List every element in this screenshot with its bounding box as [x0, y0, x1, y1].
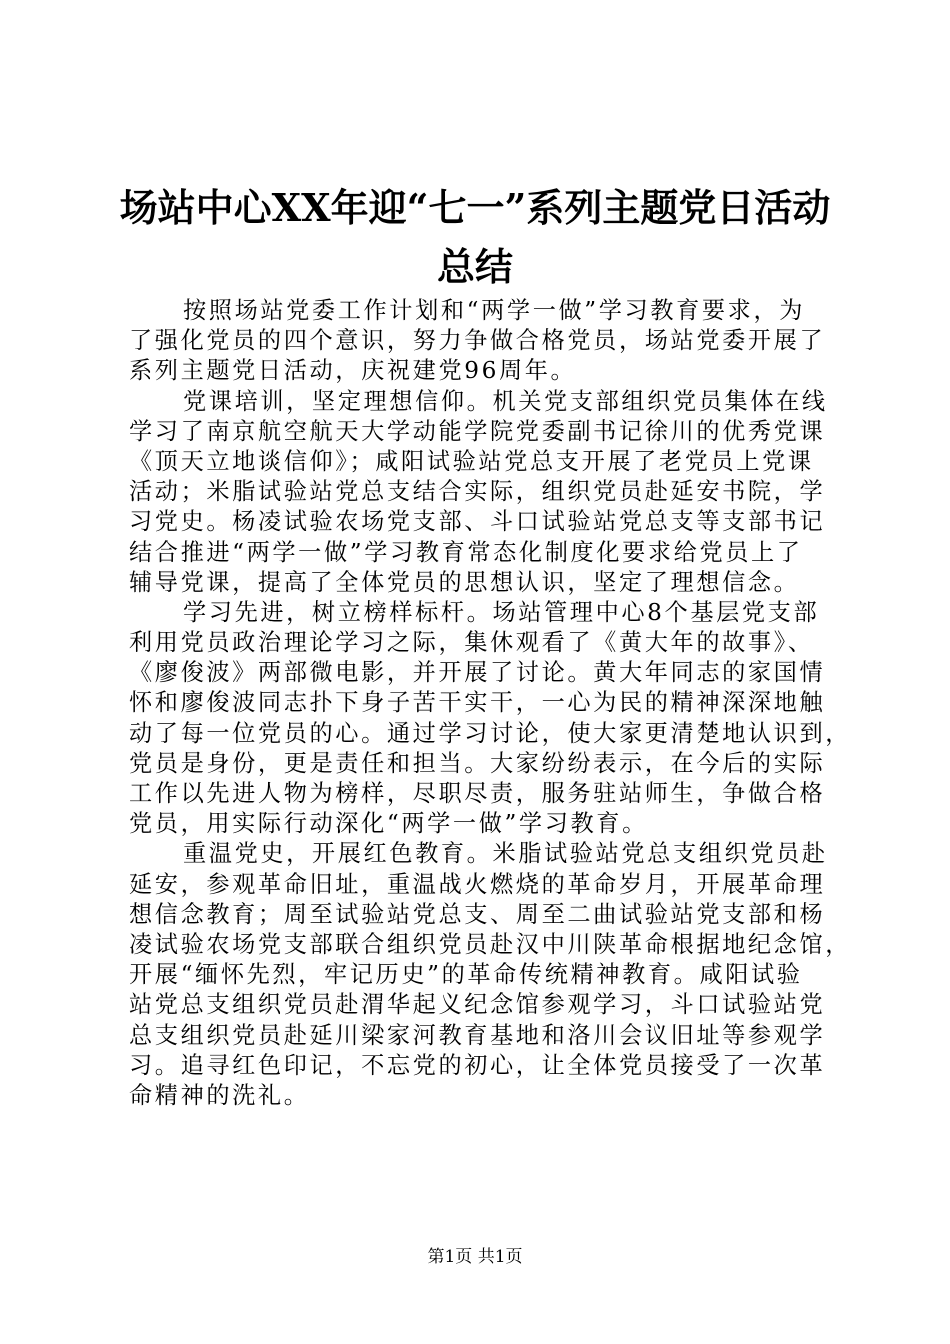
body-line: 党课培训，坚定理想信仰。机关党支部组织党员集体在线	[183, 387, 828, 415]
body-line: 延安，参观革命旧址，重温战火燃烧的革命岁月，开展革命理	[129, 870, 826, 898]
body-line: 党员是身份，更是责任和担当。大家纷纷表示，在今后的实际	[129, 749, 826, 777]
body-line: 命精神的洗礼。	[129, 1081, 310, 1109]
body-line: 学习先进，树立榜样标杆。场站管理中心8个基层党支部	[183, 598, 820, 626]
body-line: 凌试验农场党支部联合组织党员赴汉中川陕革命根据地纪念馆，	[129, 930, 852, 958]
body-line: 总支组织党员赴延川梁家河教育基地和洛川会议旧址等参观学	[129, 1021, 826, 1049]
body-line: 了强化党员的四个意识，努力争做合格党员，场站党委开展了	[129, 327, 826, 355]
body-line: 习。追寻红色印记，不忘党的初心，让全体党员接受了一次革	[129, 1051, 826, 1079]
body-line: 《廖俊波》两部微电影，并开展了讨论。黄大年同志的家国情	[129, 659, 826, 687]
body-line: 辅导党课，提高了全体党员的思想认识，坚定了理想信念。	[129, 568, 800, 596]
body-line: 重温党史，开展红色教育。米脂试验站党总支组织党员赴	[183, 840, 828, 868]
body-line: 系列主题党日活动，庆祝建党96周年。	[129, 357, 577, 385]
body-line: 结合推进“两学一做”学习教育常态化制度化要求给党员上了	[129, 538, 803, 566]
body-line: 《顶天立地谈信仰》；咸阳试验站党总支开展了老党员上党课	[129, 447, 814, 475]
body-line: 党员，用实际行动深化“两学一做”学习教育。	[129, 810, 648, 838]
document-title-line-1: 场站中心XX年迎“七一”系列主题党日活动	[119, 185, 831, 230]
body-line: 站党总支组织党员赴渭华起义纪念馆参观学习，斗口试验站党	[129, 991, 826, 1019]
body-line: 怀和廖俊波同志扑下身子苦干实干，一心为民的精神深深地触	[129, 689, 826, 717]
body-line: 开展“缅怀先烈，牢记历史”的革命传统精神教育。咸阳试验	[129, 961, 803, 989]
page-footer: 第1页 共1页	[427, 1247, 523, 1267]
body-line: 按照场站党委工作计划和“两学一做”学习教育要求，为	[183, 297, 806, 324]
body-line: 利用党员政治理论学习之际，集休观看了《黄大年的故事》、	[129, 629, 814, 657]
body-line: 习党史。杨凌试验农场党支部、斗口试验站党总支等支部书记	[129, 508, 826, 536]
document-body	[129, 296, 852, 1111]
body-line: 活动；米脂试验站党总支结合实际，组织党员赴延安书院，学	[129, 478, 826, 506]
body-line: 工作以先进人物为榜样，尽职尽责，服务驻站师生，争做合格	[129, 780, 826, 807]
body-line: 学习了南京航空航天大学动能学院党委副书记徐川的优秀党课	[129, 417, 826, 445]
body-line: 想信念教育；周至试验站党总支、周至二曲试验站党支部和杨	[129, 900, 826, 928]
body-line: 动了每一位党员的心。通过学习讨论，使大家更清楚地认识到，	[129, 719, 852, 747]
document-title-line-2: 总结	[436, 244, 513, 289]
